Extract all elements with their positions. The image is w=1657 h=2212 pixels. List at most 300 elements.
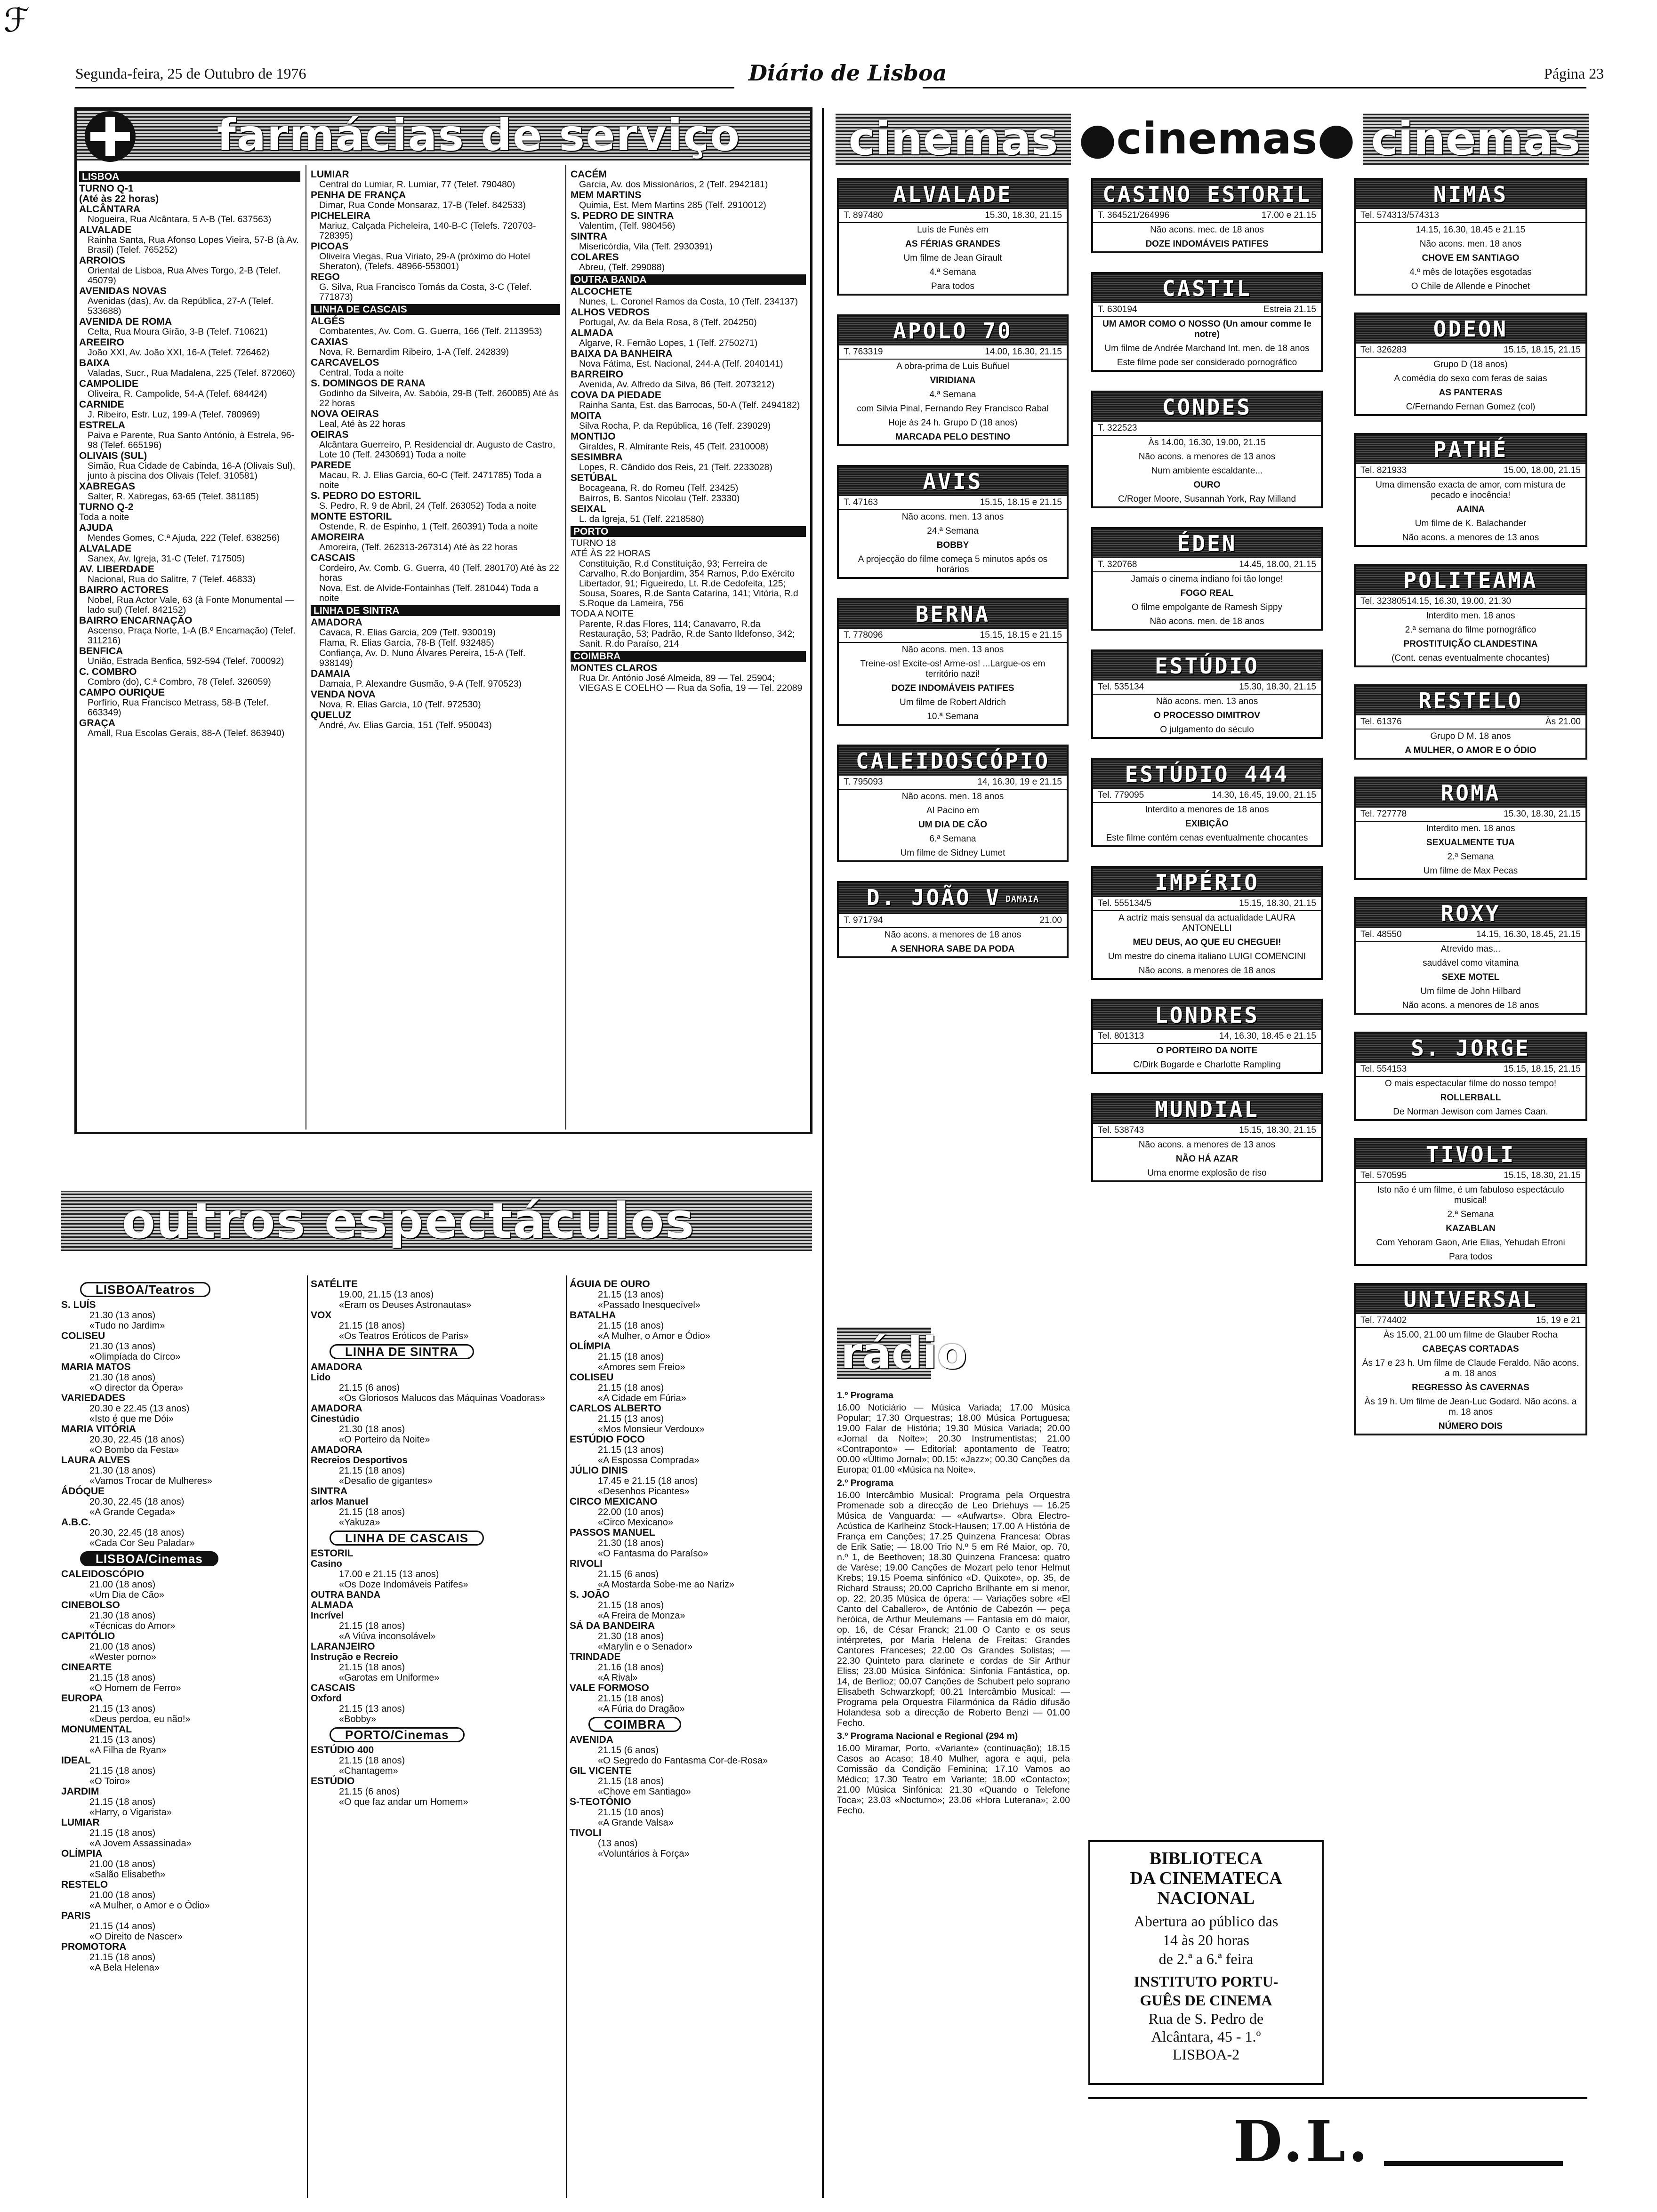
pharmacy-entry: Giraldes, R. Almirante Reis, 45 (Telf. 2310008) [579,441,769,452]
cinema-times: 14.15, 16.30, 18.45, 21.15 [1476,930,1581,939]
cinema-name: ODEON [1356,314,1585,344]
pharmacy-area-heading: MONTIJO [571,431,616,442]
venue-name: AMADORA [311,1403,362,1414]
show-detail: 21.15 (6 anos) [339,1787,400,1797]
pharmacy-entry: Portugal, Av. da Bela Rosa, 8 (Telf. 204250) [579,317,757,328]
cinema-detail: (Cont. cenas eventualmente chocantes) [1392,653,1550,663]
pharmacy-entry: Leal, Até às 22 horas [319,419,406,429]
cinema-info-row [839,776,1067,790]
pharmacy-entry: Paiva e Parente, Rua Santo António, à Estrela, 96-98 (Telef. 665196) [88,430,295,450]
dl-logo-text: D.L. [1233,2108,1371,2175]
pharmacy-area-heading: CAMPO OURIQUE [79,687,165,698]
cinema-times: 15.15, 18.15, 21.15 [1504,1064,1581,1074]
cinema-detail: De Norman Jewison com James Caan. [1393,1107,1548,1117]
pharmacy-entry: União, Estrada Benfica, 592-594 (Telef. 700092) [88,656,284,666]
show-detail: «Desenhos Picantes» [598,1486,690,1497]
pharmacy-area-heading: OUTRA BANDA [571,274,806,285]
pharmacy-column-1 [79,169,300,739]
radio-program-text: 16.00 Miramar, Porto, «Variante» (continuação); 18.15 Casos ao Acaso; 18.40 Mulher, agora e aqui, pela Comissão da Condição Feminina; 17.10 Vamos ao Médico; 17.30 Teatro em Variante; 18.00 «Contacto»; 21.00 Música Sinfónica: 21.30 «Quando o Telefone Toca»; 23.03 «Nocturno»; 23.06 «Hora Luterana»; 2.00 Fecho. [837,1743,1070,1816]
cinema-info-row [1356,209,1585,223]
pharmacy-entry: Constituição, R.d Constituição, 93; Ferreira de Carvalho, R.do Bonjardim, 354 Ramos, P.do Exército Libertador, 91; Figueiredo, Lt. R.de Cedofeita, 125; Sousa, Soares, R.de Santa Catarina, 141; Vitória, R.d S.Roque da Lameira, 756 [579,559,798,609]
cinema-phone: Tel. 555134/5 [1098,898,1152,908]
biblioteca-address-2: Alcântara, 45 - 1.º [1151,2028,1261,2045]
pharmacy-area-heading: BAIXA [79,358,110,369]
show-detail: «Os Gloriosos Malucos das Máquinas Voadoras» [339,1393,546,1403]
cinema-listing [1091,999,1323,1074]
cinema-info-row [1356,344,1585,358]
pharmacy-entry: Mariuz, Calçada Picheleira, 140-B-C (Telefs. 720703-728395) [319,221,536,241]
show-detail: 21.30 (13 anos) [89,1341,156,1352]
cinema-name: NIMAS [1356,180,1585,209]
cinema-listing [1091,649,1323,739]
cinema-times: 14, 16.30, 18.45 e 21.15 [1219,1031,1316,1041]
show-detail: «Um Dia de Cão» [89,1590,164,1600]
cinema-detail: Isto não é um filme, é um fabuloso espectáculo musical! [1377,1185,1564,1205]
cinema-phone: T. 897480 [844,210,883,220]
cinema-detail: A actriz mais sensual da actualidade LAURA ANTONELLI [1118,913,1295,933]
cinema-times: 14.30, 16.45, 19.00, 21.15 [1212,790,1316,800]
cinema-times: 15.15, 18.30, 21.15 [1504,1170,1581,1180]
show-detail: «Yakuza» [339,1517,380,1528]
cinema-detail: SEXUALMENTE TUA [1426,838,1515,848]
venue-subname: OUTRA BANDA [311,1590,381,1600]
cinema-listing [837,598,1069,726]
cinema-phone: Tel. 801313 [1098,1031,1144,1041]
show-detail: 21.15 (18 anos) [598,1693,664,1704]
show-detail: «Técnicas do Amor» [89,1621,176,1631]
show-detail: «Garotas em Uniforme» [339,1673,440,1683]
radio-program-text: 16.00 Intercâmbio Musical: Programa pela Orquestra Promenade sob a direcção de Leo Driehuys — 16.25 Música de Vanguarda: — «Aufwarts». Obra Electro-Acústica de Karlheinz Stock-Hausen; 17.00 A História de França em Canções; 17.25 Quinzena Francesa: Obras de Erik Satie; — 18.00 Trio N.º 5 em Ré Maior, op. 70, n.º 1, de Beethoven; 18.30 Quinzena Francesa: quatro de Varèse; 19.00 Canções de Mozart pelo tenor Helmut Krebs; 19.15 Poema sinfónico «D. Quixote», op. 35, de Richard Strauss; 20.00 Capricho Brilhante em si menor, op. 22, 20.35 Música de ópera: — Variações sobre «El Canto del Caballero», de António de Cabezón — peça heróica, de Arthur Meulemans — Fantasia em dó maior, op. 16, de César Franck; 21.00 O Canto e os seus intérpretes, por Maria Helena de Freitas: Grandes Cantores Franceses; 22.00 Os Grandes Solistas; — 22.30 Quinteto para clarinete e cordas de Sir Arthur Eliss; 23.00 Música Sinfónica: Sinfonia Fantástica, op. 14, de Berlioz; 00.07 Canções de Schubert pelo soprano Elisabeth Schwarzkopf; 00.21 Intercâmbio Musical: — Programa pela Orquestra Filarmónica da Rádio difusão Holandesa sob a direcção de Roberto Benzi — 01.00 Fecho. [837,1490,1070,1728]
pharmacy-entry: Rainha Santa, Rua Afonso Lopes Vieira, 57-B (à Av. Brasil) (Telef. 765252) [88,235,299,255]
show-detail: 21.15 (13 anos) [598,1445,664,1455]
cinema-detail: Para todos [1449,1252,1492,1262]
venue-name: OLÍMPIA [61,1848,103,1859]
cinema-name: ÉDEN [1093,529,1321,558]
cinema-detail: SEXE MOTEL [1441,972,1500,982]
venue-name: GIL VICENTE [570,1765,632,1776]
pharmacy-area-heading: ALGÉS [311,316,345,327]
cinema-detail: Não acons. a menores de 18 anos [1138,966,1276,976]
cinema-detail: UM AMOR COMO O NOSSO (Un amour comme le notre) [1102,319,1311,339]
pharmacy-area-heading: SEIXAL [571,504,606,514]
section-tag: LISBOA/Teatros [80,1282,210,1297]
venue-name: LARANJEIRO [311,1641,375,1652]
cinema-info-row [1356,1314,1585,1328]
pharmacy-area-heading: ARROIOS [79,255,126,266]
cinema-detail: 4.º mês de lotações esgotadas [1409,267,1532,277]
show-detail: «A Filha de Ryan» [89,1745,167,1755]
cinema-phone: Tel. 554153 [1360,1064,1407,1074]
show-detail: 21.30 (18 anos) [598,1631,664,1642]
pharmacy-entry: Cavaca, R. Elias Garcia, 209 (Telf. 930019) [319,627,496,638]
cinema-info-row [1356,808,1585,822]
shows-column-2 [311,1279,565,1807]
cinema-detail: 10.ª Semana [927,712,979,721]
show-detail: (13 anos) [598,1838,638,1849]
cinema-detail: Com Yehoram Gaon, Arie Elias, Yehudah Efroni [1376,1238,1565,1248]
cinema-detail: Um mestre do cinema italiano LUIGI COMENCINI [1108,952,1306,962]
biblioteca-title-2: DA CINEMATECA [1130,1868,1282,1888]
show-detail: 21.30 (18 anos) [598,1538,664,1548]
venue-name: AMADORA [311,1444,362,1455]
venue-name: PASSOS MANUEL [570,1527,655,1538]
pharmacy-entry: Nova, Est. de Alvide-Fontainhas (Telf. 281044) Toda a noite [319,583,539,603]
newspaper-name: Diário de Lisboa [748,60,947,86]
pharmacy-entry: João XXI, Av. João XXI, 16-A (Telef. 726462) [88,347,270,358]
cinema-name: PATHÉ [1356,435,1585,464]
venue-name: ESTÚDIO FOCO [570,1434,645,1445]
cinema-detail: 2.ª Semana [1447,852,1494,862]
show-detail: «A Espossa Comprada» [598,1455,700,1466]
pharmacy-entry: Combatentes, Av. Com. G. Guerra, 166 (Telf. 2113953) [319,326,542,337]
pharmacy-area-heading: ALCOCHETE [571,286,632,297]
cinema-times: 14.45, 18.00, 21.15 [1239,560,1316,569]
pharmacy-area-heading: TURNO Q-1 [79,183,134,194]
venue-name: MARIA VITÓRIA [61,1424,137,1435]
pharmacy-area-heading: BAIRRO ACTORES [79,585,169,595]
cinema-name: TIVOLI [1356,1140,1585,1169]
pharmacy-entry: Toda a noite [79,512,129,522]
cinema-name: AVIS [839,467,1067,496]
show-detail: «A Mulher, o Amor e Ódio» [598,1331,711,1341]
cinema-name: BERNA [839,600,1067,629]
cinema-info-row [1356,715,1585,729]
cinema-listing [1354,313,1587,416]
cinema-listing [837,314,1069,446]
cinema-name: ALVALADE [839,180,1067,209]
section-tag: COIMBRA [588,1717,681,1732]
show-detail: «O Bombo da Festa» [89,1445,179,1455]
cinema-phone: T. 47163 [844,497,878,507]
show-detail: «A Mostarda Sobe-me ao Nariz» [598,1579,735,1590]
pharmacy-area-heading: S. PEDRO DO ESTORIL [311,490,421,501]
cinema-name: D. JOÃO V DAMAIA [839,883,1067,914]
pharmacy-entry: Alcântara Guerreiro, P. Residencial dr. Augusto de Castro, Lote 10 (Telf. 2430691) Toda a noite [319,440,555,460]
cinema-detail: Uma dimensão exacta de amor, com mistura de pecado e inocência! [1375,480,1566,500]
pharmacy-area-heading: CASCAIS [311,553,355,563]
cinema-listing [1091,758,1323,847]
show-detail: 20.30, 22.45 (18 anos) [89,1497,185,1507]
cinema-detail: Não acons. men. 13 anos [901,512,1004,522]
biblioteca-institute-1: INSTITUTO PORTU- [1134,1973,1279,1990]
venue-name: ÁGUIA DE OURO [570,1279,650,1290]
pharmacy-entry: Nogueira, Rua Alcântara, 5 A-B (Tel. 637563) [88,214,272,224]
cinema-times: Estreia 21.15 [1263,305,1316,314]
pharmacy-area-heading: BAIXA DA BANHEIRA [571,348,673,359]
pharmacy-area-heading: PAREDE [311,460,351,471]
shows-banner-text: outros espectáculos [121,1192,695,1250]
venue-name: CIRCO MEXICANO [570,1496,658,1507]
pharmacy-area-heading: COVA DA PIEDADE [571,390,661,401]
pharmacy-entry: Central do Lumiar, R. Lumiar, 77 (Telef. 790480) [319,179,515,190]
show-detail: 21.15 (13 anos) [89,1735,156,1745]
pharmacy-area-heading: COIMBRA [571,651,806,662]
pharmacy-area-heading: MONTE ESTORIL [311,511,392,522]
cinema-detail: 4.ª Semana [929,267,976,277]
pharmacy-entry: Amall, Rua Escolas Gerais, 88-A (Telef. 863940) [88,728,285,738]
pharmacy-area-heading: CARCAVELOS [311,357,379,368]
venue-name: VALE FORMOSO [570,1683,649,1693]
cinema-info-row [1093,558,1321,572]
venue-name: OLÍMPIA [570,1341,611,1352]
cinema-banner-left [836,113,1071,165]
cinema-detail: Não acons. a menores de 13 anos [1138,1140,1276,1150]
show-detail: 21.15 (18 anos) [339,1507,405,1517]
cinema-listing [837,745,1069,862]
pharmacy-entry: Lopes, R. Cândido dos Reis, 21 (Telf. 2233028) [579,462,772,473]
pharmacy-area-heading: CAXIAS [311,337,348,347]
cinema-phone: Tel. 821933 [1360,465,1407,475]
show-detail: «Os Doze Indomáveis Patifes» [339,1579,468,1590]
cinema-detail: MARCADA PELO DESTINO [895,432,1011,442]
cinema-phone: Tel. 574313/574313 [1360,210,1439,220]
cinema-info-row [839,209,1067,223]
cinema-name: ROXY [1356,899,1585,928]
venue-name: ALMADA [311,1600,354,1611]
pharmacy-entry: Avenida, Av. Alfredo da Silva, 86 (Telf. 2073212) [579,379,775,390]
cinema-times: 15, 19 e 21 [1536,1315,1581,1325]
show-detail: «O Fantasma do Paraíso» [598,1548,708,1559]
pharmacy-entry: Misericórdia, Vila (Telf. 2930391) [579,241,713,252]
cinema-detail: A MULHER, O AMOR E O ÓDIO [1405,745,1536,755]
show-detail: 21.15 (18 anos) [89,1766,156,1776]
cinema-info-row [1093,422,1321,436]
pharmacy-entry: TURNO 18 [571,538,616,548]
pharmacy-entry: Macau, R. J. Elias Garcia, 60-C (Telf. 2471785) Toda a noite [319,470,542,490]
pharmacy-area-heading: AVENIDA DE ROMA [79,316,172,327]
show-detail: 21.15 (18 anos) [339,1621,405,1631]
pharmacy-area-heading: ALVALADE [79,543,132,554]
cinema-name: CONDES [1093,393,1321,422]
venue-name: CAPITÓLIO [61,1631,115,1642]
cinema-detail: 6.ª Semana [929,834,976,844]
cinema-name: ROMA [1356,778,1585,808]
cinema-info-row [839,345,1067,360]
cinema-detail: A obra-prima de Luis Buñuel [896,361,1009,371]
cinema-detail: O PORTEIRO DA NOITE [1156,1046,1258,1056]
pharmacy-divider-2 [565,165,566,1130]
show-detail: «Chove em Santiago» [598,1787,691,1797]
section-tag: LINHA DE CASCAIS [330,1531,484,1546]
venue-name: CASCAIS [311,1683,355,1693]
venue-name: JARDIM [61,1786,99,1797]
show-detail: 22.00 (10 anos) [598,1507,664,1517]
pharmacy-entry: J. Ribeiro, Estr. Luz, 199-A (Telef. 780969) [88,409,260,420]
show-detail: «O director da Ópera» [89,1383,183,1393]
show-detail: «Tudo no Jardim» [89,1321,165,1331]
radio-program-text: 16.00 Noticiário — Música Variada; 17.00 Música Popular; 17.30 Orquestras; 18.00 Música Portuguesa; 19.00 Falar de História; 19.30 Música Variada; 20.00 «Jornal da Noite»; 20.30 Instrumentistas; 21.00 «Contraponto» — Editorial: apontamento de Teatro; 00.00 «Último Jornal»; 00.15: «Jazz»; 00.30 Canções da Europa; 01.00 «Música na Noite». [837,1403,1070,1475]
cinema-detail: Interdito men. 18 anos [1426,611,1515,621]
cinema-column-1 [837,178,1069,1307]
pharmacy-entry: Nova, R. Bernardim Ribeiro, 1-A (Telf. 242839) [319,347,509,357]
cinema-info-row [1093,1124,1321,1138]
cinema-listing [1091,1093,1323,1182]
show-detail: «A Bela Helena» [89,1963,160,1973]
show-detail: «A Viúva inconsolável» [339,1631,436,1642]
cinema-detail: Não acons. a menores de 18 anos [1402,1001,1539,1010]
pharmacy-entry: Central, Toda a noite [319,368,404,378]
cinema-name: CALEIDOSCÓPIO [839,746,1067,776]
pharmacy-area-heading: PENHA DE FRANÇA [311,190,406,200]
cinema-detail: AS FÉRIAS GRANDES [905,239,1000,249]
pharmacy-entry: Nunes, L. Coronel Ramos da Costa, 10 (Telf. 234137) [579,297,798,307]
pharmacy-area-heading: XABREGAS [79,481,136,492]
pharmacy-entry: Simão, Rua Cidade de Cabinda, 16-A (Olivais Sul), junto à piscina dos Olivais (Telef. 310581) [88,461,296,481]
pharmacy-entry: Godinho da Silveira, Av. Sabóia, 29-B (Telf. 260085) Até às 22 horas [319,388,559,409]
show-detail: 20.30 e 22.45 (13 anos) [89,1403,190,1414]
biblioteca-institute-2: GUÊS DE CINEMA [1140,1992,1272,2009]
pharmacy-area-heading: GRAÇA [79,718,115,729]
section-tag: PORTO/Cinemas [330,1727,465,1742]
pharmacy-entry: Algarve, R. Fernão Lopes, 1 (Telf. 2750271) [579,338,758,348]
cinema-detail: Um filme de Max Pecas [1423,866,1518,876]
section-tag-row [61,1279,301,1300]
pharmacy-entry: Quimia, Est. Mem Martins 285 (Telf. 2910012) [579,200,766,210]
show-detail: «Isto é que me Dói» [89,1414,174,1424]
pharmacy-area-heading: AREEIRO [79,337,124,348]
cinema-detail: MEU DEUS, AO QUE EU CHEGUEI! [1133,938,1281,947]
pharmacy-area-heading: ALHOS VEDROS [571,307,650,318]
pharmacy-area-heading: LUMIAR [311,169,349,180]
cinema-banner-right-text: cinemas [1371,112,1581,165]
show-detail: «Amores sem Freio» [598,1362,685,1372]
show-detail: 21.16 (18 anos) [598,1662,664,1673]
cinema-listing [1091,178,1323,253]
pharmacy-entry: Porfírio, Rua Francisco Metrass, 58-B (Telef. 663349) [88,697,269,718]
pharmacy-area-heading: QUELUZ [311,710,352,721]
pharmacy-entry: Valadas, Sucr., Rua Madalena, 225 (Telef. 872060) [88,368,295,378]
radio-program-heading: 2.º Programa [837,1478,893,1488]
pharmacy-entry: Oriental de Lisboa, Rua Alves Torgo, 2-B (Telef. 45079) [88,265,281,286]
cinema-info-row [839,914,1067,928]
cinema-times: 17.00 e 21.15 [1261,210,1316,220]
show-detail: 21.15 (13 anos) [339,1704,405,1714]
cinema-phone: T. 795093 [844,777,883,787]
header-rule-right [923,87,1586,88]
cinema-detail: Jamais o cinema indiano foi tão longe! [1131,574,1283,584]
venue-name: ESTÚDIO 400 [311,1745,374,1755]
pharmacy-area-heading: LINHA DE SINTRA [311,605,560,616]
show-detail: 21.15 (10 anos) [598,1807,664,1818]
pharmacy-entry: Amoreira, (Telf. 262313-267314) Até às 22 horas [319,542,518,553]
pharmacy-column-3 [571,169,806,694]
cinema-detail: CHOVE EM SANTIAGO [1422,253,1520,263]
pharmacy-area-heading: MOITA [571,410,602,421]
cinema-info-row [1093,681,1321,695]
show-detail: «A Rival» [598,1673,638,1683]
cinema-detail: REGRESSO ÀS CAVERNAS [1412,1383,1529,1393]
pharmacy-area-heading: PORTO [571,526,806,537]
venue-name: SINTRA [311,1486,348,1497]
show-detail: 21.30 (18 anos) [89,1466,156,1476]
show-detail: «A Fúria do Dragão» [598,1704,685,1714]
cinema-detail: Às 15.00, 21.00 um filme de Glauber Rocha [1384,1330,1558,1340]
cinema-detail: Interdito men. 18 anos [1426,824,1515,834]
cinema-detail: FOGO REAL [1180,588,1234,598]
pharmacy-area-heading: SESIMBRA [571,452,623,463]
cinema-detail: DOZE INDOMÁVEIS PATIFES [891,683,1014,693]
cinema-name: LONDRES [1093,1001,1321,1030]
cinema-detail: Uma enorme explosão de riso [1147,1168,1267,1178]
venue-name: CARLOS ALBERTO [570,1403,661,1414]
section-tag-row [311,1528,565,1548]
cinema-info-row [839,496,1067,510]
cinema-name: S. JORGE [1356,1034,1585,1063]
pharmacy-area-heading: VENDA NOVA [311,689,376,700]
show-detail: «Mos Monsieur Verdoux» [598,1424,705,1435]
pharmacy-area-heading: LINHA DE CASCAIS [311,304,560,315]
cinema-info-row [1093,303,1321,317]
pharmacy-area-heading: PICOAS [311,241,349,252]
pharmacy-area-heading: NOVA OEIRAS [311,409,379,419]
cinema-phone: Tel. 774402 [1360,1315,1407,1325]
pharmacy-entry: Bocageana, R. do Romeu (Telf. 23425) [579,483,739,493]
show-detail: 17.45 e 21.15 (18 anos) [598,1476,698,1486]
show-detail: 21.00 (18 anos) [89,1859,156,1869]
venue-subname: Recreios Desportivos [311,1455,408,1466]
pharmacy-entry: André, Av. Elias Garcia, 151 (Telf. 950043) [319,720,492,730]
cinema-listing [1354,684,1587,760]
venue-name: AVENIDA [570,1734,613,1745]
cinema-detail: A comédia do sexo com feras de saias [1394,374,1547,384]
show-detail: «Wester porno» [89,1652,156,1662]
cinema-detail: NÚMERO DOIS [1438,1421,1503,1431]
cinema-detail: C/Roger Moore, Susannah York, Ray Milland [1118,494,1296,504]
cinema-phone: T. 630194 [1098,305,1137,314]
pharmacy-banner [77,110,810,160]
cinema-column-3 [1354,178,1587,2060]
cinema-phone: T. 364521/264996 [1098,210,1170,220]
pharmacy-entry: ATÉ ÀS 22 HORAS [571,548,651,559]
venue-subname: Instrução e Recreio [311,1652,398,1662]
cinema-phone: T. 971794 [844,915,883,925]
show-detail: 21.15 (18 anos) [339,1321,405,1331]
pharmacy-entry: Damaia, P. Alexandre Gusmão, 9-A (Telf. 970523) [319,679,522,689]
pharmacy-area-heading: OEIRAS [311,429,349,440]
venue-name: JÚLIO DINIS [570,1465,628,1476]
pharmacy-area-heading: S. DOMINGOS DE RANA [311,378,426,389]
cinema-detail: KAZABLAN [1446,1224,1496,1234]
show-detail: «A Jovem Assassinada» [89,1838,192,1849]
section-tag-row [311,1724,565,1745]
cinema-listing [837,465,1069,579]
cinema-listing [837,178,1069,296]
cinema-detail: O filme empolgante de Ramesh Sippy [1132,602,1282,612]
cinema-banner-left-text: cinemas [848,112,1058,165]
page-number: Página 23 [1544,65,1604,82]
cinema-times: 14.00, 16.30, 21.15 [985,347,1062,357]
venue-name: LAURA ALVES [61,1455,130,1466]
pharmacy-entry: G. Silva, Rua Francisco Tomás da Costa, 3-C (Telef. 771873) [319,282,532,302]
show-detail: «O Porteiro da Noite» [339,1435,430,1445]
cinema-times: 15.30, 18.30, 21.15 [1239,682,1316,692]
cinema-name: RESTELO [1356,686,1585,715]
cinema-info-row [1356,464,1585,478]
venue-subname: arlos Manuel [311,1497,369,1507]
pharmacy-entry: Dimar, Rua Conde Monsaraz, 17-B (Telef. 842533) [319,200,526,210]
cinema-times: Às 21.00 [1545,717,1581,727]
cinema-banner-mid: ●cinemas● [1078,113,1355,164]
cinema-listing [1091,272,1323,372]
pharmacy-entry: Nobel, Rua Actor Vale, 63 (à Fonte Monumental — lado sul) (Telef. 842152) [88,595,294,615]
shows-column-3 [570,1279,814,1859]
cinema-times: 14, 16.30, 19 e 21.15 [977,777,1062,787]
venue-name: S. JOÃO [570,1589,610,1600]
venue-name: EUROPA [61,1693,103,1704]
cinema-detail: Não acons. men. 13 anos [1156,697,1258,706]
pharmacy-area-heading: SETÚBAL [571,473,618,483]
show-detail: 21.15 (18 anos) [339,1662,405,1673]
